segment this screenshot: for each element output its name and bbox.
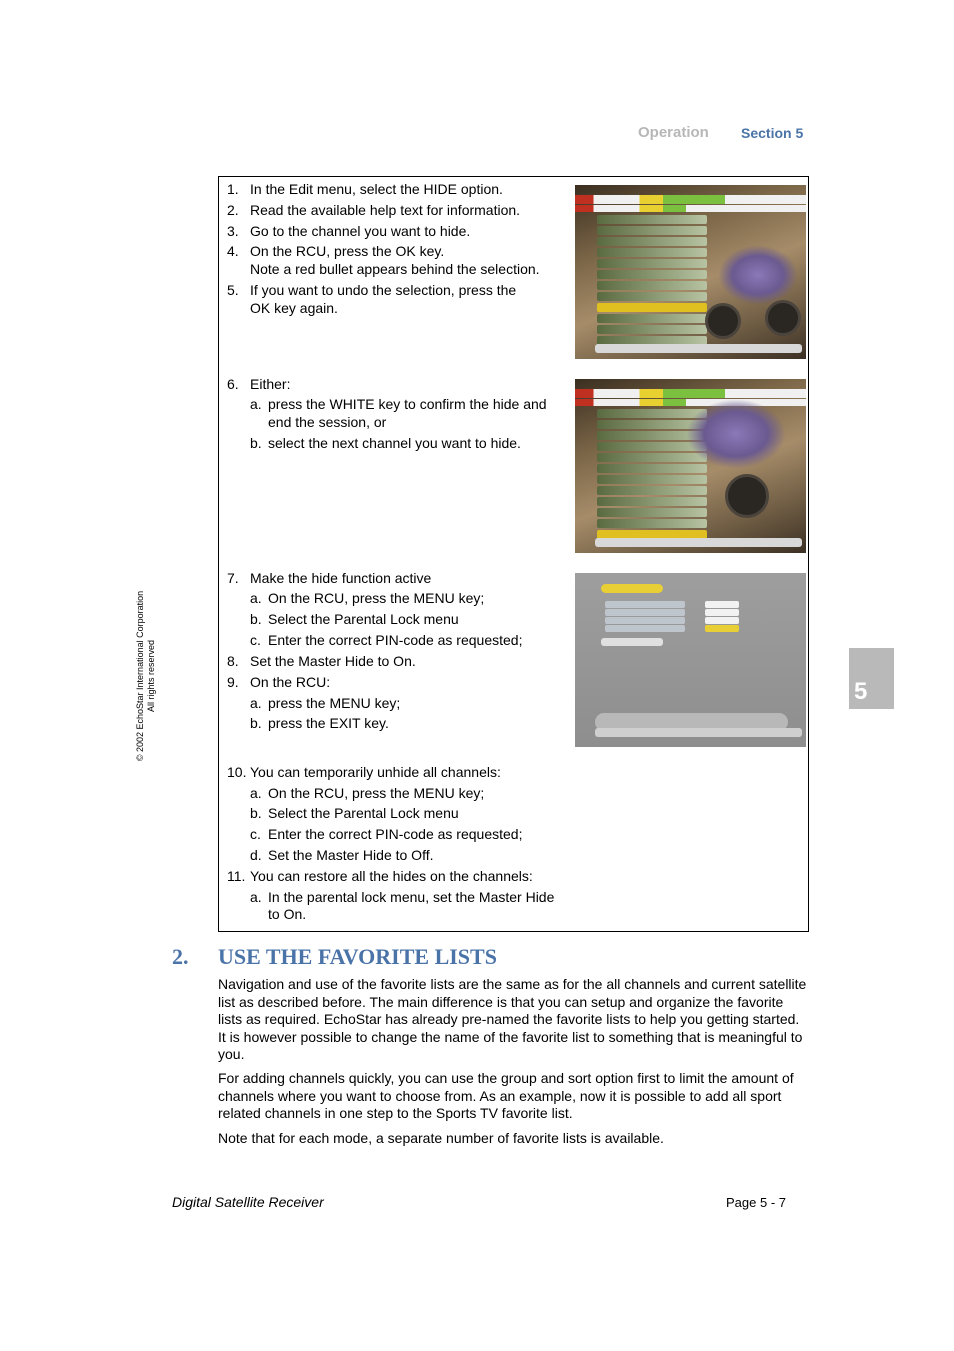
substep-text: On the RCU, press the MENU key;: [268, 590, 485, 606]
section-heading: USE THE FAVORITE LISTS: [218, 944, 497, 969]
substep-text: Enter the correct PIN-code as requested;: [268, 632, 523, 648]
substep-letter: a.: [250, 695, 262, 711]
section-heading-number: 2.: [172, 944, 189, 969]
copyright-line-1: © 2002 EchoStar International Corporation: [135, 590, 145, 762]
step-number: 1.: [227, 181, 239, 197]
step-text: Either:: [250, 376, 291, 392]
help-status-bar: [595, 728, 802, 737]
step-number: 7.: [227, 570, 239, 586]
step-text: You can temporarily unhide all channels:: [250, 764, 501, 780]
substep-text: On the RCU, press the MENU key;: [268, 785, 485, 801]
body-paragraph: For adding channels quickly, you can use the group and sort option first to limit the amount of channels where you want to choose from. As an example, now it is possible to add all sport related channels in one step to the Sports TV favorite list.: [218, 1070, 794, 1122]
substep-letter: a.: [250, 590, 262, 606]
step-text: On the RCU:: [250, 674, 331, 690]
substep-text: select the next channel you want to hide.: [268, 435, 521, 451]
substep-letter: b.: [250, 805, 262, 821]
step-number: 5.: [227, 282, 239, 298]
substep-letter: b.: [250, 435, 262, 451]
substep-letter: c.: [250, 632, 261, 648]
header-section: Section 5: [741, 125, 804, 141]
hide-confirm-screenshot: [575, 379, 806, 553]
step-number: 8.: [227, 653, 239, 669]
step-number: 6.: [227, 376, 239, 392]
step-text: Go to the channel you want to hide.: [250, 223, 471, 239]
substep-letter: d.: [250, 847, 262, 863]
body-paragraph: Note that for each mode, a separate number of favorite lists is available.: [218, 1130, 664, 1146]
step-number: 10.: [227, 764, 247, 780]
substep-letter: c.: [250, 826, 261, 842]
body-paragraph: Navigation and use of the favorite lists are the same as for the all channels and current satellite list as described before. The main difference is that you can setup and organize the favorite lists as required. EchoStar has already pre-named the favorite lists to help you getting started. It is however possible to change the name of the favorite list to something that is meaningful to you.: [218, 976, 807, 1063]
hide-menu-screenshot: [575, 185, 806, 359]
change-pin-graphic: [601, 638, 663, 646]
step-text: In the Edit menu, select the HIDE option.: [250, 181, 503, 197]
substep-text: Set the Master Hide to Off.: [268, 847, 434, 863]
footer-page-number: Page 5 - 7: [726, 1195, 786, 1210]
substep-text: Enter the correct PIN-code as requested;: [268, 826, 523, 842]
substep-text: press the MENU key;: [268, 695, 401, 711]
step-note: Note a red bullet appears behind the selection.: [250, 261, 540, 277]
step-text: Make the hide function active: [250, 570, 432, 586]
step-text: If you want to undo the selection, press the: [250, 282, 517, 298]
parental-lock-screenshot: [575, 573, 806, 747]
substep-text: Select the Parental Lock menu: [268, 805, 459, 821]
substep-text: Select the Parental Lock menu: [268, 611, 459, 627]
help-status-bar: [595, 344, 802, 353]
substep-letter: a.: [250, 889, 262, 905]
substep-letter: b.: [250, 715, 262, 731]
substep-text: In the parental lock menu, set the Master Hide: [268, 889, 555, 905]
parental-lock-title-graphic: [601, 584, 663, 593]
channel-list-graphic: [597, 215, 707, 347]
substep-text-cont: to On.: [268, 906, 307, 922]
substep-letter: a.: [250, 785, 262, 801]
step-text-cont: OK key again.: [250, 300, 338, 316]
step-text: Set the Master Hide to On.: [250, 653, 416, 669]
copyright-line-2: All rights reserved: [146, 639, 156, 713]
substep-text: press the WHITE key to confirm the hide and: [268, 396, 547, 412]
step-text: On the RCU, press the OK key.: [250, 243, 445, 259]
step-number: 11.: [227, 868, 246, 884]
substep-text: press the EXIT key.: [268, 715, 389, 731]
step-number: 4.: [227, 243, 239, 259]
section-tab-number: 5: [854, 678, 868, 705]
step-number: 3.: [227, 223, 239, 239]
header-chapter: Operation: [638, 124, 709, 141]
section-tab: [849, 648, 894, 709]
step-number: 9.: [227, 674, 239, 690]
footer-title: Digital Satellite Receiver: [172, 1194, 324, 1210]
substep-letter: a.: [250, 396, 262, 412]
step-number: 2.: [227, 202, 239, 218]
substep-text-cont: end the session, or: [268, 414, 387, 430]
step-text: Read the available help text for information.: [250, 202, 521, 218]
help-status-bar: [595, 538, 802, 547]
substep-letter: b.: [250, 611, 262, 627]
step-text: You can restore all the hides on the channels:: [250, 868, 533, 884]
